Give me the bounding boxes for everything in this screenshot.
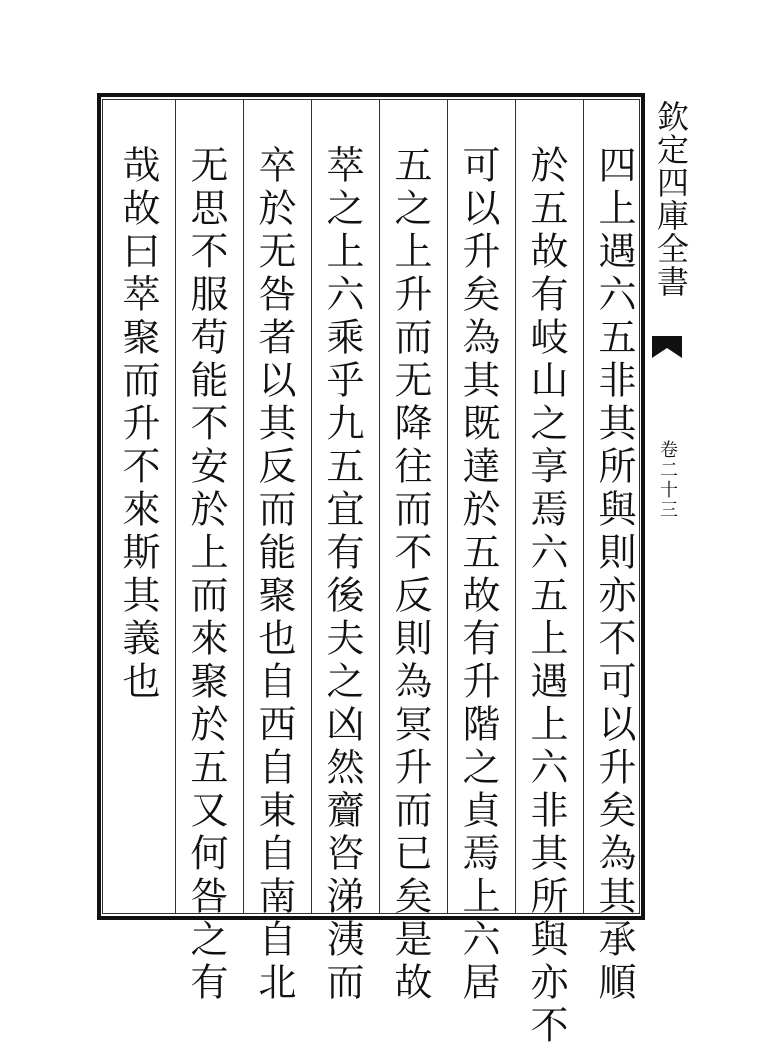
column-rule [243,99,244,914]
text-column-5 [314,145,370,1005]
column-text: 可以升矣為其既達於五故有升階之貞焉上六居 [456,145,500,1005]
column-rule [311,99,312,914]
column-text: 四上遇六五非其所與則亦不可以升矣為其承順 [592,145,636,1005]
column-text: 萃之上六乘乎九五宜有後夫之凶然齎咨涕洟而 [320,145,364,1005]
text-column-2 [518,145,574,1048]
text-column-7 [178,145,234,1005]
fish-tail-mark-icon [652,336,682,358]
text-column-3 [450,145,506,1005]
text-column-8 [110,145,166,905]
column-rule [175,99,176,914]
column-text: 五之上升而无降往而不反則為冥升而已矣是故 [388,145,432,1005]
column-rule [515,99,516,914]
column-text: 哉故曰萃聚而升不來斯其義也 [116,145,160,704]
text-column-1 [586,145,642,1005]
column-text: 无思不服苟能不安於上而來聚於五又何咎之有 [184,145,228,1005]
text-column-4 [382,145,438,1005]
column-rule [583,99,584,914]
book-title: 欽定四庫全書 [652,100,690,298]
column-text: 卒於无咎者以其反而能聚也自西自東自南自北 [252,145,296,1005]
volume-label: 卷二十三 [657,440,678,520]
column-text: 於五故有岐山之享焉六五上遇上六非其所與亦不 [524,145,568,1048]
text-column-6 [246,145,302,1005]
column-rule [447,99,448,914]
column-rule [379,99,380,914]
